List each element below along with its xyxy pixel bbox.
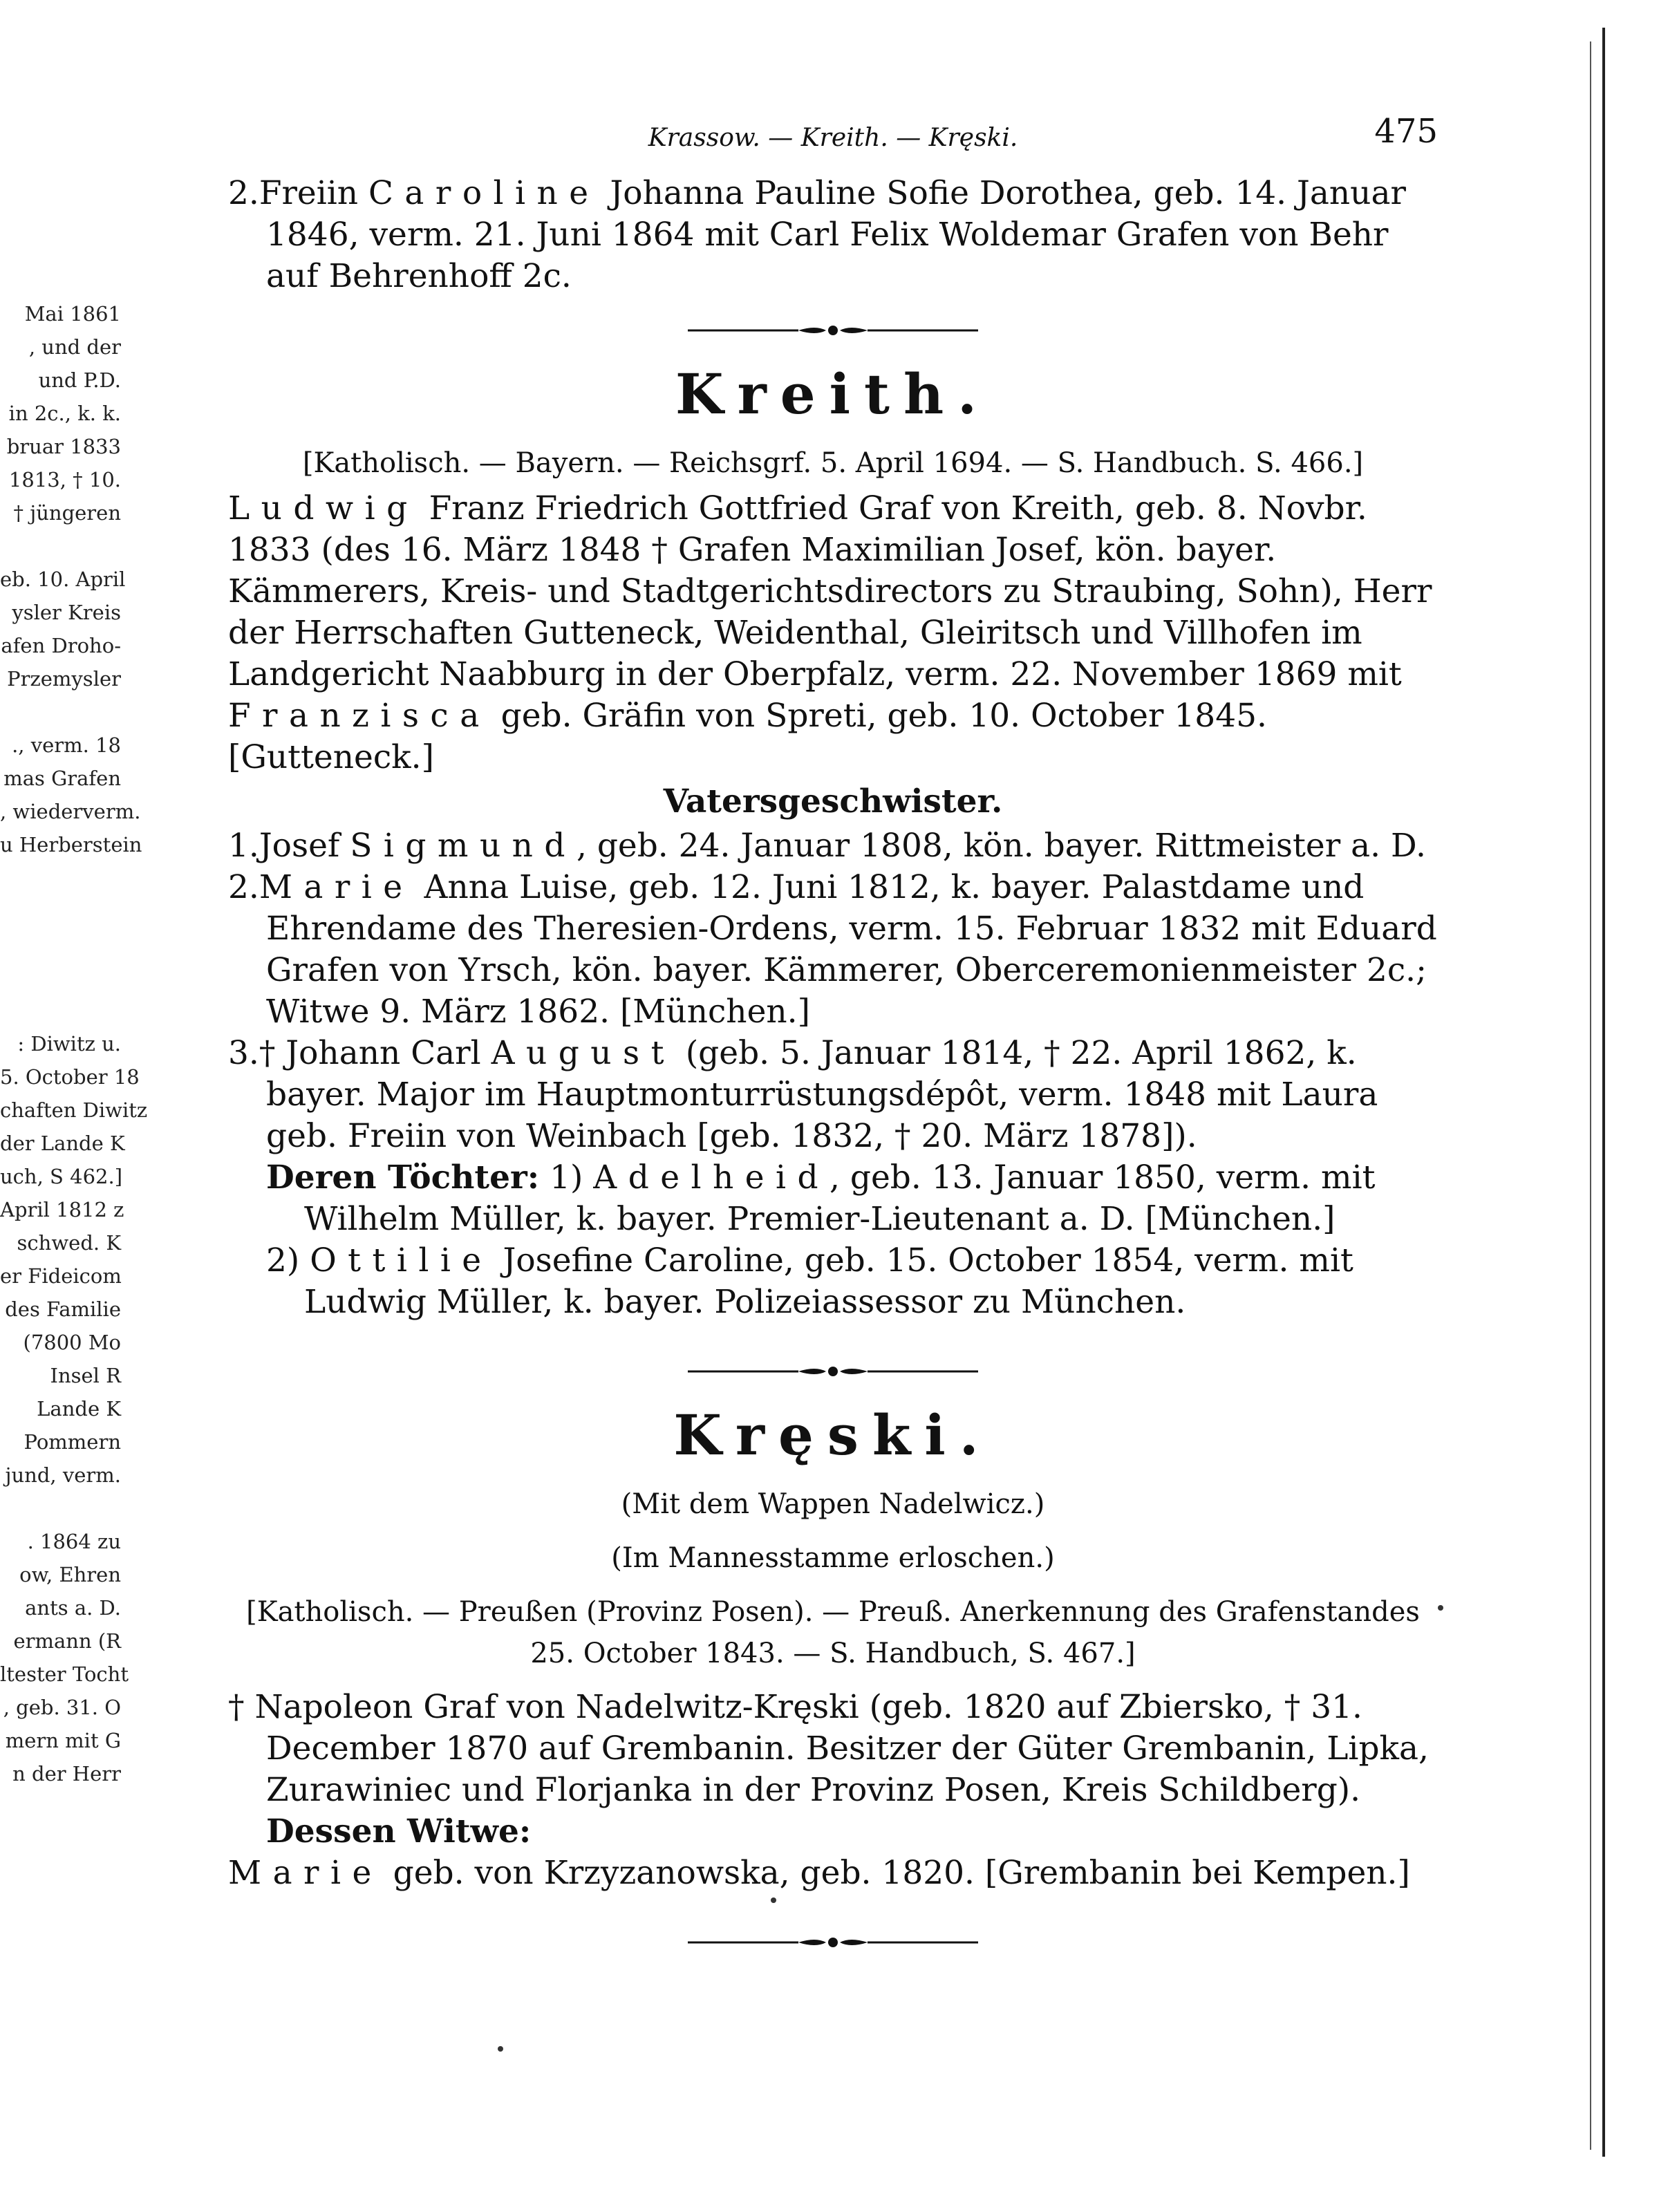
page bbox=[228, 112, 1438, 1971]
bleed-line: (7800 Mo bbox=[23, 1331, 121, 1354]
bleed-line: jund, verm. bbox=[5, 1463, 121, 1487]
bleed-line bbox=[0, 1492, 121, 1525]
bleed-line: 1813, † 10. bbox=[8, 468, 121, 491]
bleed-line: ltester Tocht bbox=[0, 1662, 129, 1686]
bleed-line: Lande K bbox=[37, 1397, 121, 1421]
bleed-line bbox=[0, 861, 121, 894]
kreski-widow: Marie geb. von Krzyzanowska, geb. 1820. [Grembanin bei Kempen.] bbox=[228, 1854, 1410, 1892]
siblings-heading: Vatersgeschwister. bbox=[663, 782, 1003, 821]
kreski-subtitle-2: (Im Mannesstamme erloschen.) bbox=[611, 1542, 1055, 1574]
bleed-line: , wiederverm. bbox=[0, 800, 141, 823]
sibling-1: 1.Josef Sigmund, geb. 24. Januar 1808, kön. bayer. Rittmeister a. D. bbox=[228, 827, 1426, 865]
bleed-line: ow, Ehren bbox=[19, 1563, 121, 1586]
sibling-3: 3.† Johann Carl August (geb. 5. Januar 1814, † 22. April 1862, k. bayer. Major im Hauptmonturrüstungsdépôt, verm. 1848 mit Laura geb. Freiin von Weinbach [geb. 1832, † 20. März 1878]). bbox=[228, 1034, 1378, 1155]
divider-ornament-icon bbox=[688, 1936, 978, 1949]
bleed-line: 5. October 18 bbox=[0, 1065, 140, 1089]
bleed-line: Pommern bbox=[24, 1430, 121, 1454]
bleed-line bbox=[0, 994, 121, 1027]
bleed-line: bruar 1833 bbox=[6, 435, 121, 458]
bleed-line: in 2c., k. k. bbox=[8, 402, 121, 425]
kreith-head: Ludwig Franz Friedrich Gottfried Graf von Kreith, geb. 8. Novbr. 1833 (des 16. März 1848 † Grafen Maximilian Josef, kön. bayer. Kämmerers, Kreis- und Stadtgerichtsdirectors zu Straubing, Sohn), Herr der Herrschaften Gutteneck, Weidenthal, Gleiritsch und Villhofen im Landgericht Naabburg in der Oberpfalz, verm. 22. November 1869 mit bbox=[228, 489, 1432, 693]
bleed-line bbox=[0, 928, 121, 961]
bleed-line: mern mit G bbox=[5, 1729, 121, 1752]
bleed-line: u Herberstein bbox=[0, 833, 142, 856]
daughters-label: Deren Töchter: bbox=[266, 1159, 540, 1197]
widow-label: Dessen Witwe: bbox=[266, 1812, 532, 1850]
bleed-line: † jüngeren bbox=[13, 501, 121, 525]
bleed-line: Przemysler bbox=[7, 667, 121, 691]
running-head: Krassow. — Kreith. — Kręski. bbox=[648, 124, 1018, 152]
kreith-meta: [Katholisch. — Bayern. — Reichsgrf. 5. April 1694. — S. Handbuch. S. 466.] bbox=[302, 447, 1364, 479]
bleed-line: er Fideicom bbox=[0, 1264, 122, 1288]
divider-ornament-icon bbox=[688, 324, 978, 337]
bleed-line: n der Herr bbox=[12, 1762, 121, 1785]
section-divider bbox=[228, 324, 1438, 337]
bleed-line: April 1812 z bbox=[0, 1198, 124, 1221]
page-edge-line bbox=[1602, 28, 1605, 2157]
bleed-line bbox=[0, 695, 121, 729]
bleed-line: Mai 1861 bbox=[24, 302, 121, 326]
bleed-line: ants a. D. bbox=[25, 1596, 121, 1620]
adjacent-page-bleed bbox=[0, 297, 148, 2164]
bleed-line bbox=[0, 961, 121, 994]
kreski-subtitle-1: (Mit dem Wappen Nadelwicz.) bbox=[621, 1488, 1045, 1520]
bleed-line bbox=[0, 894, 121, 928]
bleed-line: , und der bbox=[28, 335, 121, 359]
page-number: 475 bbox=[1374, 112, 1438, 151]
bleed-line: und P.D. bbox=[38, 368, 121, 392]
bleed-line: : Diwitz u. bbox=[17, 1032, 121, 1056]
divider-ornament-icon bbox=[688, 1365, 978, 1378]
bleed-line: schwed. K bbox=[17, 1231, 121, 1255]
sibling-2: 2.Marie Anna Luise, geb. 12. Juni 1812, k. bayer. Palastdame und Ehrendame des Theresien-Ordens, verm. 15. Februar 1832 mit Eduard Grafen von Yrsch, kön. bayer. Kämmerer, Oberceremonienmeister 2c.; Witwe 9. März 1862. [München.] bbox=[228, 868, 1437, 1031]
daughter-2: 2) Ottilie Josefine Caroline, geb. 15. October 1854, verm. mit Ludwig Müller, k. bayer. Polizeiassessor zu München. bbox=[266, 1241, 1353, 1321]
page-edge-shadow bbox=[1590, 41, 1591, 2150]
bleed-line: uch, S 462.] bbox=[0, 1165, 123, 1188]
bleed-line: eb. 10. April bbox=[0, 568, 126, 591]
bleed-line: ermann (R bbox=[13, 1629, 121, 1653]
bleed-line: ., verm. 18 bbox=[12, 733, 121, 757]
bleed-line: mas Grafen bbox=[3, 767, 121, 790]
bleed-line: Insel R bbox=[50, 1364, 121, 1387]
kreski-entry: † Napoleon Graf von Nadelwitz-Kręski (geb. 1820 auf Zbiersko, † 31. December 1870 auf Grembanin. Besitzer der Güter Grembanin, Lipka, Zurawiniec und Florjanka in der Provinz Posen, Kreis Schildberg). Dessen Witwe: bbox=[228, 1688, 1429, 1850]
krassow-entry-2: 2.Freiin Caroline Johanna Pauline Sofie Dorothea, geb. 14. Januar 1846, verm. 21. Juni 1864 mit Carl Felix Woldemar Grafen von Behr auf Behrenhoff 2c. bbox=[228, 174, 1406, 295]
page-header bbox=[228, 112, 1438, 173]
bleed-line: chaften Diwitz bbox=[0, 1098, 148, 1122]
section-divider bbox=[228, 1365, 1438, 1378]
kreith-title: Kreith. bbox=[675, 362, 991, 427]
bleed-line: der Lande K bbox=[0, 1132, 125, 1155]
bleed-line: afen Droho- bbox=[1, 634, 121, 657]
speck bbox=[498, 2046, 503, 2052]
kreski-meta: [Katholisch. — Preußen (Provinz Posen). — Preuß. Anerkennung des Grafenstandes 25. October 1843. — S. Handbuch, S. 467.] bbox=[246, 1596, 1420, 1669]
bleed-line: . 1864 zu bbox=[27, 1530, 121, 1553]
bleed-line: , geb. 31. O bbox=[3, 1696, 121, 1719]
bleed-line bbox=[0, 529, 121, 563]
bleed-line: des Familie bbox=[5, 1297, 121, 1321]
bleed-line: ysler Kreis bbox=[12, 601, 121, 624]
kreith-wife: Franzisca geb. Gräfin von Spreti, geb. 10. October 1845. [Gutteneck.] bbox=[228, 697, 1267, 776]
kreski-title: Kręski. bbox=[673, 1403, 993, 1468]
speck bbox=[1438, 1605, 1443, 1611]
daughters-block: Deren Töchter: 1) Adelheid, geb. 13. Januar 1850, verm. mit Wilhelm Müller, k. bayer. Premier-Lieutenant a. D. [München.] bbox=[266, 1159, 1376, 1238]
section-divider bbox=[228, 1936, 1438, 1949]
